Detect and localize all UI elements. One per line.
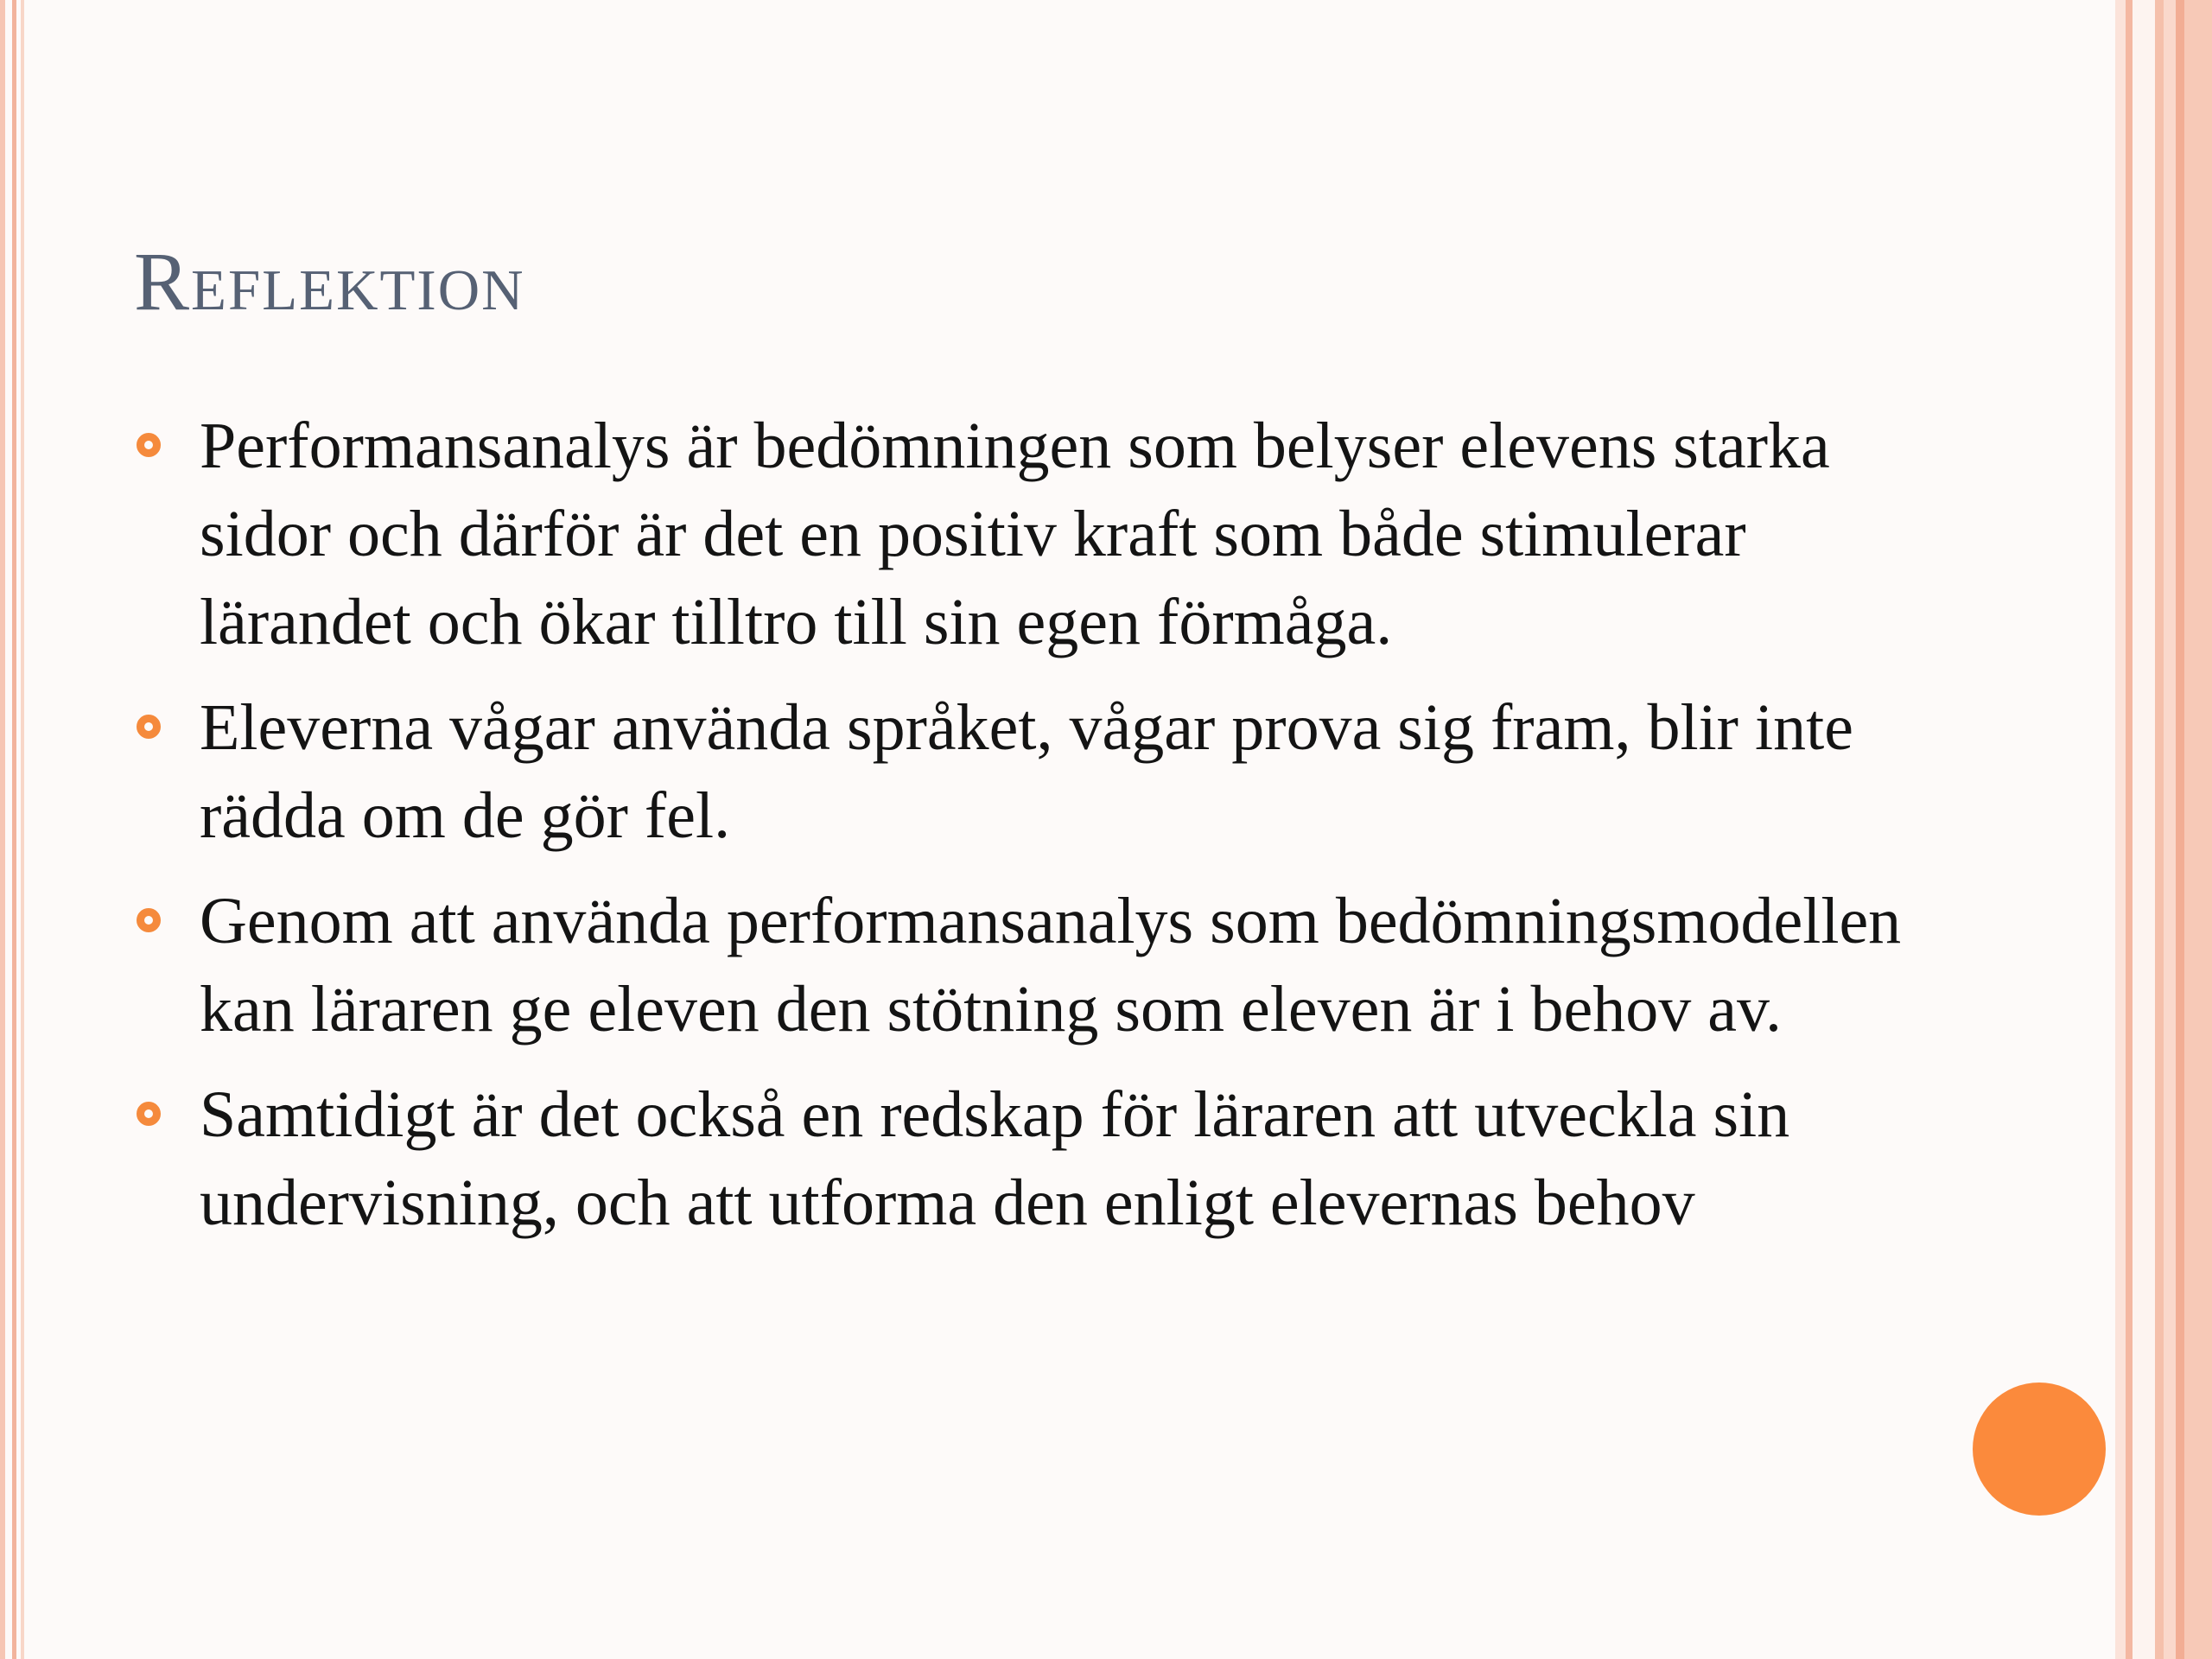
bullet-text: Performansanalys är bedömningen som belyser elevens starka sidor och därför är det en positiv kraft som både stimulerar lärandet och ökar tilltro till sin egen förmåga. (200, 410, 1830, 658)
orange-circle-decoration (1973, 1382, 2106, 1516)
right-border-stripe (2133, 0, 2155, 1659)
ring-bullet-icon (137, 715, 161, 739)
bullet-item (134, 877, 1931, 1053)
bullet-text: Eleverna vågar använda språket, vågar prova sig fram, blir inte rädda om de gör fel. (200, 691, 1853, 852)
right-border-stripe (2184, 0, 2212, 1659)
right-border-stripe (2155, 0, 2164, 1659)
left-border-stripe (12, 0, 16, 1659)
right-border-stripe (2126, 0, 2133, 1659)
slide-title: Reflektion (134, 235, 525, 327)
bullet-item (134, 402, 1931, 666)
bullet-text: Samtidigt är det också en redskap för läraren att utveckla sin undervisning, och att utforma den enligt elevernas behov (200, 1078, 1790, 1239)
bullet-item (134, 1071, 1931, 1247)
ring-bullet-icon (137, 1102, 161, 1126)
right-border-stripe (2164, 0, 2176, 1659)
left-border-stripe (0, 0, 5, 1659)
right-border-stripe (2176, 0, 2184, 1659)
ring-bullet-icon (137, 433, 161, 457)
ring-bullet-icon (137, 908, 161, 932)
bullet-text: Genom att använda performansanalys som bedömningsmodellen kan läraren ge eleven den stötning som eleven är i behov av. (200, 885, 1902, 1046)
bullet-list (134, 402, 1931, 1264)
bullet-item (134, 683, 1931, 860)
right-border-stripe (2115, 0, 2126, 1659)
left-border-stripe (21, 0, 24, 1659)
